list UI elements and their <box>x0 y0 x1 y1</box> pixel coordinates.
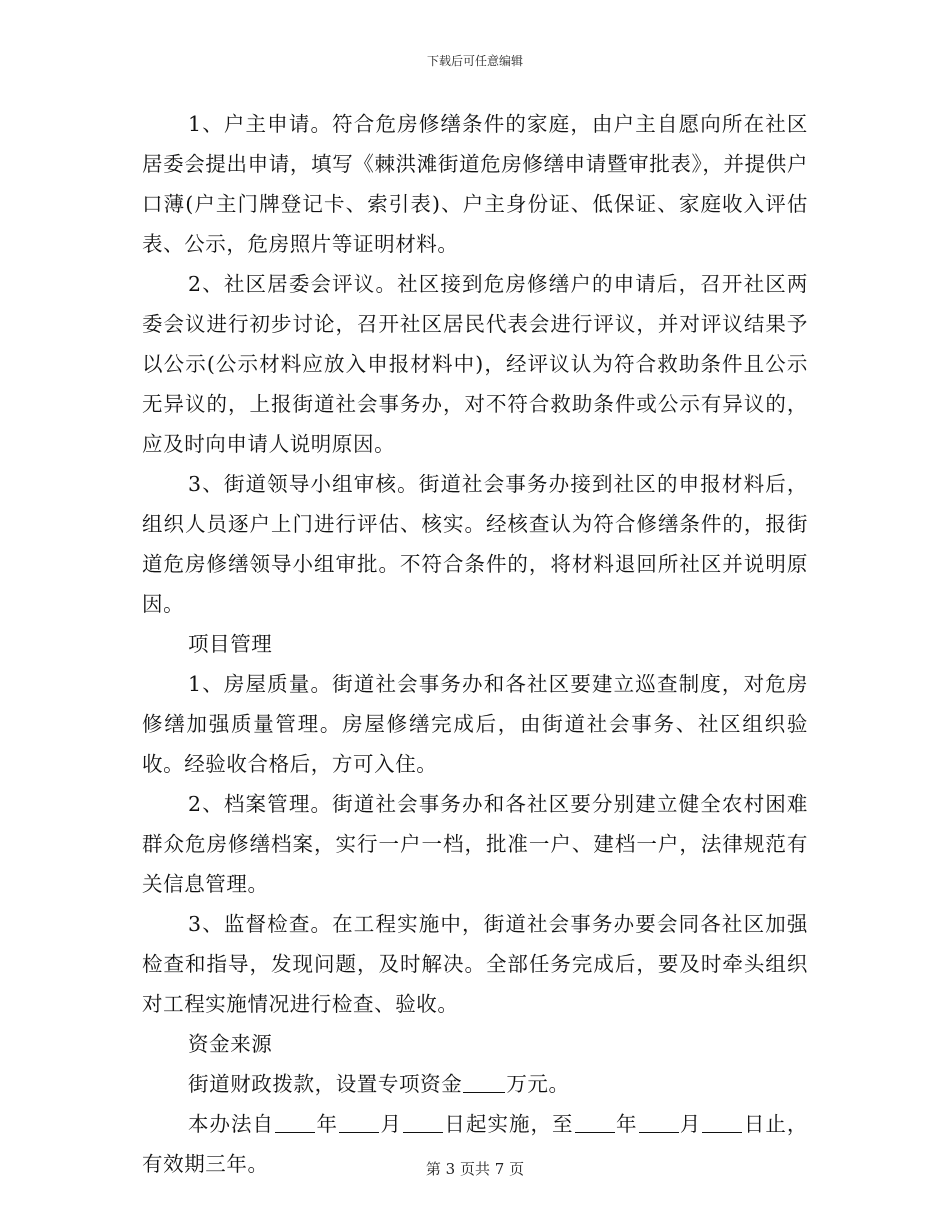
page-number-footer: 第 3 页共 7 页 <box>425 1160 525 1178</box>
effective-prefix: 本办法自 <box>188 1112 275 1136</box>
end-month-blank <box>639 1112 679 1133</box>
document-body <box>142 104 808 1184</box>
effective-day-1: 日起实施，至 <box>444 1112 574 1136</box>
paragraph-community-review: 2、社区居委会评议。社区接到危房修缮户的申请后，召开社区两委会议进行初步讨论，召开社区居民代表会进行评议，并对评议结果予以公示(公示材料应放入申报材料中)，经评议认为符合救助条件且公示无异议的，上报街道社会事务办，对不符合救助条件或公示有异议的，应及时向申请人说明原因。 <box>142 272 808 456</box>
paragraph-archive-management: 2、档案管理。街道社会事务办和各社区要分别建立健全农村困难群众危房修缮档案，实行一户一档，批准一户、建档一户，法律规范有关信息管理。 <box>142 792 808 896</box>
effective-month-1: 月 <box>380 1112 402 1136</box>
end-year-blank <box>575 1112 615 1133</box>
effective-month-2: 月 <box>679 1112 702 1136</box>
funding-text-before: 街道财政拨款，设置专项资金 <box>188 1072 463 1096</box>
funding-amount-blank <box>463 1072 505 1093</box>
paragraph-funding <box>142 1064 808 1104</box>
paragraph-house-quality: 1、房屋质量。街道社会事务办和各社区要建立巡查制度，对危房修缮加强质量管理。房屋修缮完成后，由街道社会事务、社区组织验收。经验收合格后，方可入住。 <box>142 672 808 776</box>
effective-day-2: 日止，有效期三年。 <box>142 1112 809 1176</box>
funding-text-after: 万元。 <box>506 1072 570 1096</box>
paragraph-household-application: 1、户主申请。符合危房修缮条件的家庭，由户主自愿向所在社区居委会提出申请，填写《棘洪滩街道危房修缮申请暨审批表》，并提供户口薄(户主门牌登记卡、索引表)、户主身份证、低保证、家庭收入评估表、公示，危房照片等证明材料。 <box>142 112 808 256</box>
section-heading-project-management: 项目管理 <box>188 632 273 656</box>
paragraph-supervision: 3、监督检查。在工程实施中，街道社会事务办要会同各社区加强检查和指导，发现问题，及时解决。全部任务完成后，要及时牵头组织对工程实施情况进行检查、验收。 <box>142 912 808 1016</box>
effective-year-1: 年 <box>316 1112 339 1136</box>
start-year-blank <box>275 1112 315 1133</box>
start-month-blank <box>339 1112 379 1133</box>
end-day-blank <box>702 1112 742 1133</box>
page-header: 下载后可任意编辑 <box>426 54 523 68</box>
paragraph-street-audit: 3、街道领导小组审核。街道社会事务办接到社区的申报材料后，组织人员逐户上门进行评估、核实。经核查认为符合修缮条件的，报街道危房修缮领导小组审批。不符合条件的，将材料退回所社区并说明原因。 <box>142 472 808 616</box>
section-heading-funding-source: 资金来源 <box>188 1032 273 1056</box>
start-day-blank <box>403 1112 443 1133</box>
effective-year-2: 年 <box>615 1112 638 1136</box>
